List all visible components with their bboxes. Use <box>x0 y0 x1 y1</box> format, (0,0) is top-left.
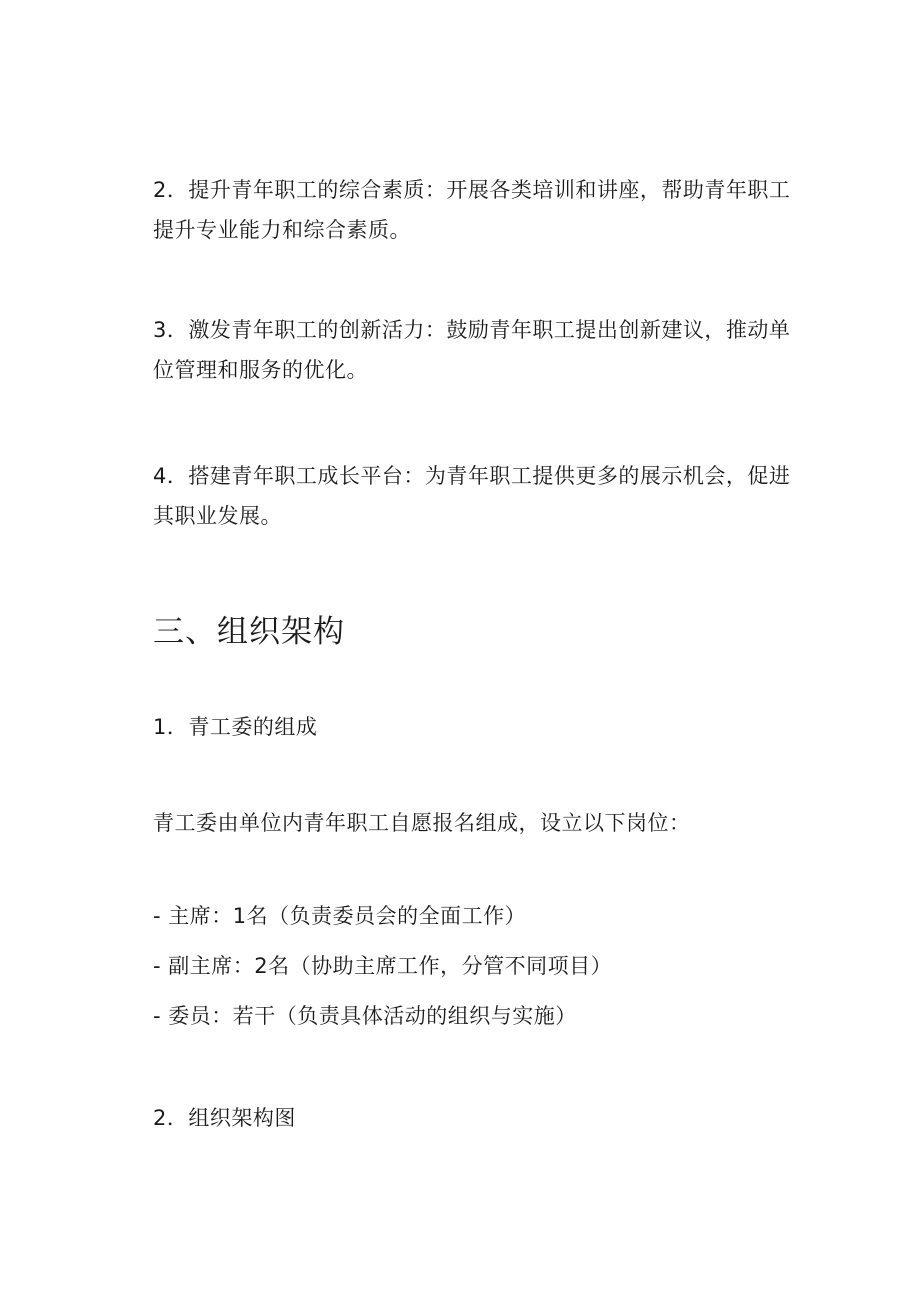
objective-item-4: 4．搭建青年职工成长平台：为青年职工提供更多的展示机会，促进其职业发展。 <box>153 464 791 528</box>
objective-item-3: 3．激发青年职工的创新活力：鼓励青年职工提出创新建议，推动单位管理和服务的优化。 <box>153 318 791 382</box>
objective-item-2: 2．提升青年职工的综合素质：开展各类培训和讲座，帮助青年职工提升专业能力和综合素质。 <box>153 178 791 242</box>
subsection-title-org-chart: 2．组织架构图 <box>153 1106 296 1130</box>
position-vice-chair: - 副主席：2名（协助主席工作，分管不同项目） <box>153 954 613 978</box>
position-member: - 委员：若干（负责具体活动的组织与实施） <box>153 1004 577 1028</box>
section-heading: 三、组织架构 <box>153 614 345 650</box>
composition-intro: 青工委由单位内青年职工自愿报名组成，设立以下岗位： <box>153 811 691 835</box>
position-chair: - 主席：1名（负责委员会的全面工作） <box>153 904 527 928</box>
subsection-title-composition: 1．青工委的组成 <box>153 715 318 739</box>
